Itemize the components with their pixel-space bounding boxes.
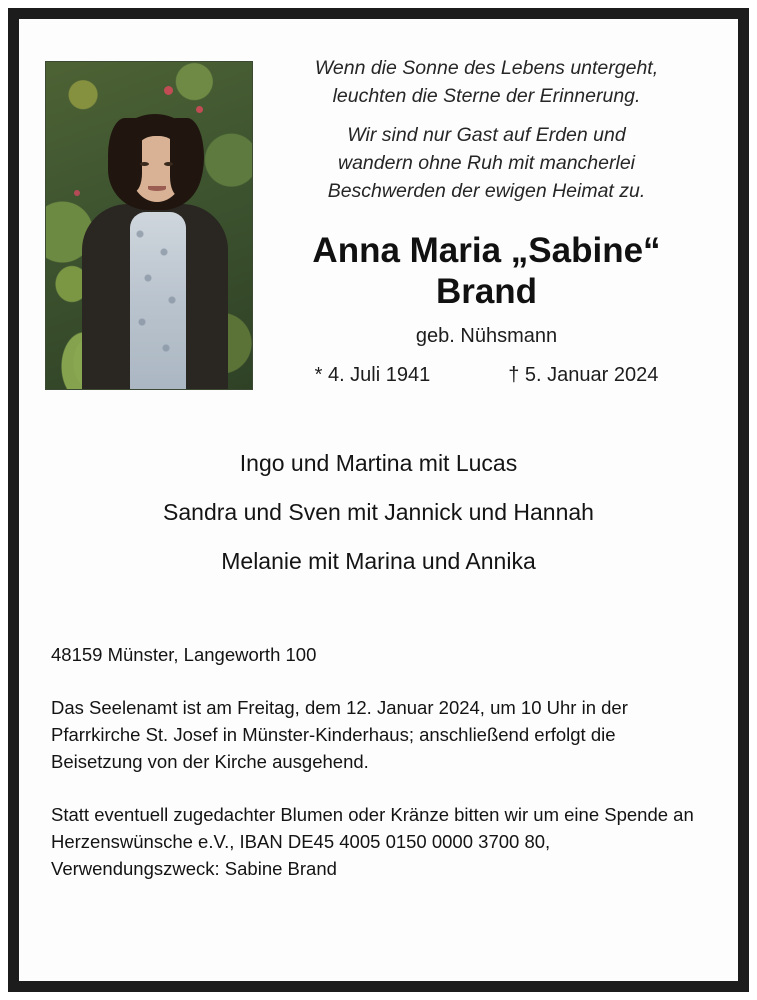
family-line: Sandra und Sven mit Jannick und Hannah <box>163 499 594 525</box>
verse-line: Wenn die Sonne des Lebens untergeht, <box>314 57 659 79</box>
details-section <box>45 641 712 882</box>
photo-container <box>45 61 253 390</box>
verse-line: leuchten die Sterne der Erinnerung. <box>332 84 641 107</box>
mourning-border <box>8 8 749 992</box>
person-eye-left <box>140 162 149 166</box>
blossom-icon <box>164 86 173 95</box>
donation-block: Statt eventuell zugedachter Blumen oder Kränze bitten wir um eine Spende an Herzenswünsche e.V., IBAN DE45 4005 0150 0000 3700 80, Verwendungszweck: Sabine Brand <box>51 804 694 879</box>
life-dates <box>267 364 706 387</box>
blossom-icon <box>74 190 80 196</box>
blossom-icon <box>196 106 203 113</box>
person-hair-left <box>108 118 142 192</box>
deceased-name-line2: Brand <box>435 272 538 312</box>
memorial-verse <box>253 43 712 387</box>
verse-spacer <box>267 110 706 122</box>
person-mouth <box>148 186 166 191</box>
death-date: † 5. Januar 2024 <box>508 363 659 386</box>
header-section <box>45 43 712 390</box>
verse-line: Beschwerden der ewigen Heimat zu. <box>327 179 646 202</box>
family-line: Melanie mit Marina und Annika <box>221 548 536 574</box>
family-line: Ingo und Martina mit Lucas <box>239 450 518 476</box>
deceased-name-line1: Anna Maria „Sabine“ <box>312 231 661 271</box>
verse-line: wandern ohne Ruh mit mancherlei <box>338 152 635 175</box>
maiden-name: geb. Nühsmann <box>415 324 558 347</box>
obituary-card <box>19 19 738 981</box>
person-hair-right <box>170 118 204 196</box>
portrait-photo <box>45 61 253 390</box>
service-block: Das Seelenamt ist am Freitag, dem 12. Januar 2024, um 10 Uhr in der Pfarrkirche St. Josef in Münster-Kinderhaus; anschließend erfolgt die Beisetzung von der Kirche ausgehend. <box>51 697 628 772</box>
birth-date: * 4. Juli 1941 <box>314 363 431 386</box>
address-block: 48159 Münster, Langeworth 100 <box>51 644 317 665</box>
deceased-name <box>267 231 706 312</box>
verse-line: Wir sind nur Gast auf Erden und <box>347 124 626 147</box>
person-shirt-pattern <box>130 222 186 390</box>
family-list <box>45 452 712 573</box>
person-eye-right <box>164 162 173 166</box>
